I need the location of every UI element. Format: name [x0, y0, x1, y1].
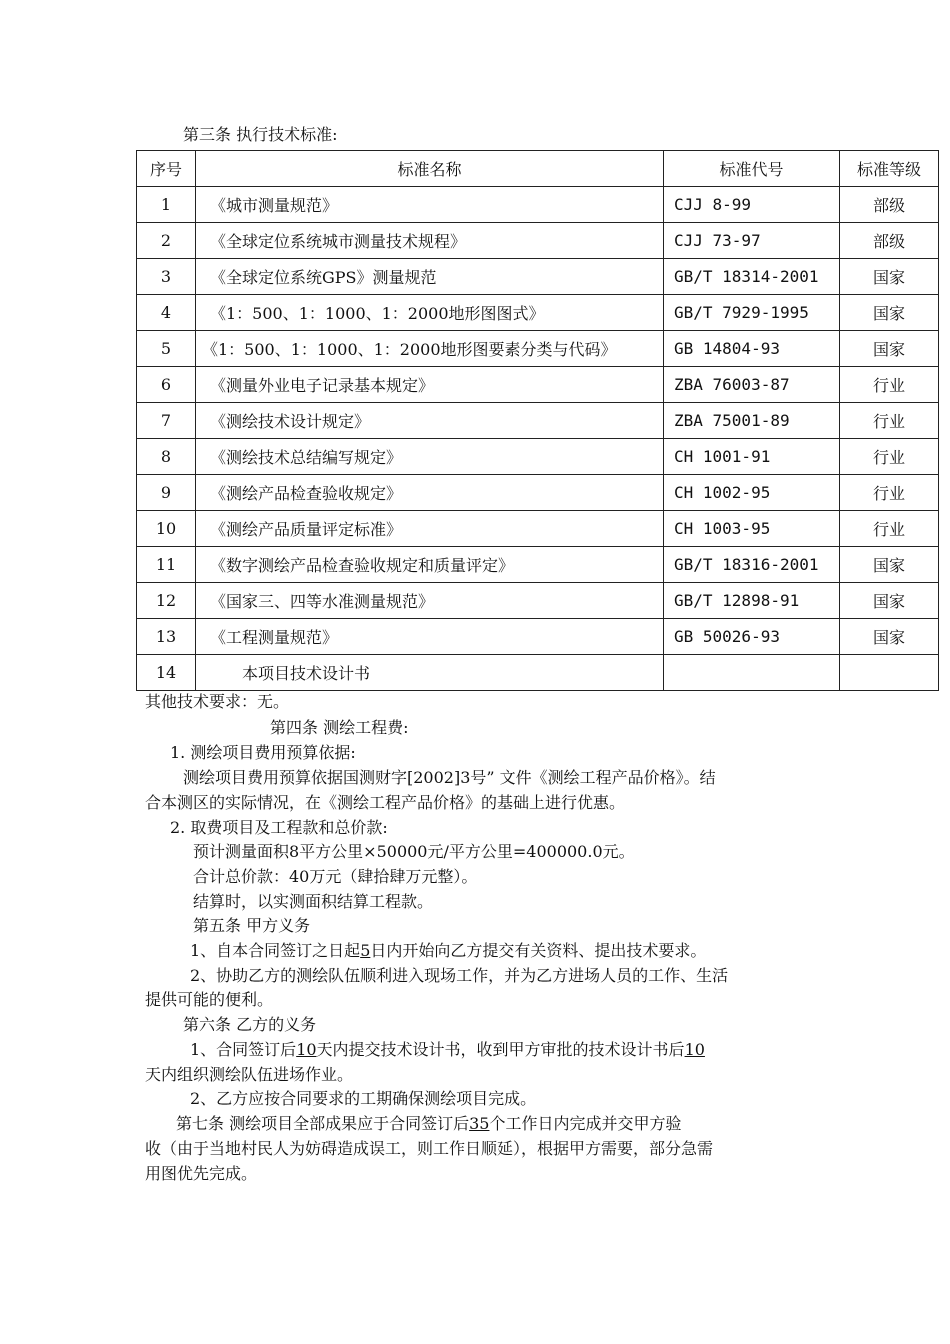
workdays-number: 35: [469, 1114, 490, 1133]
cell-name: 《测量外业电子记录基本规定》: [196, 367, 664, 403]
standards-table: [136, 150, 939, 691]
text: 第七条 测绘项目全部成果应于合同签订后: [176, 1114, 470, 1133]
cell-level: 行业: [840, 475, 939, 511]
table-row: [137, 583, 939, 619]
days-number: 5: [360, 941, 371, 960]
cell-serial: 8: [137, 439, 196, 475]
cell-name: 本项目技术设计书: [196, 655, 664, 691]
days-number: 10: [684, 1040, 705, 1059]
cell-level: 国家: [840, 619, 939, 655]
article-6-heading: 第六条 乙方的义务: [183, 1015, 317, 1034]
text: 日内开始向乙方提交有关资料、提出技术要求。: [370, 941, 707, 960]
cell-serial: 12: [137, 583, 196, 619]
header-standard-code: 标准代号: [664, 151, 840, 187]
days-number: 10: [296, 1040, 317, 1059]
cell-level: 行业: [840, 439, 939, 475]
cell-serial: 5: [137, 331, 196, 367]
table-row: [137, 439, 939, 475]
text: 天内提交技术设计书，收到甲方审批的技术设计书后: [316, 1040, 685, 1059]
article-5-para-1: [190, 939, 706, 963]
article-4-heading: 第四条 测绘工程费:: [270, 718, 409, 737]
cell-serial: 13: [137, 619, 196, 655]
article-5-para-2-cont: 提供可能的便利。: [145, 990, 274, 1009]
cell-level: 行业: [840, 403, 939, 439]
cell-code: CJJ 73-97: [664, 223, 840, 259]
article-5-heading: 第五条 甲方义务: [193, 916, 311, 935]
item-2-line-3: 结算时，以实测面积结算工程款。: [193, 892, 434, 911]
cell-serial: 4: [137, 295, 196, 331]
cell-code: ZBA 76003-87: [664, 367, 840, 403]
cell-code: CJJ 8-99: [664, 187, 840, 223]
cell-code: GB/T 7929-1995: [664, 295, 840, 331]
text: 1、自本合同签订之日起: [190, 941, 361, 960]
header-serial: 序号: [137, 151, 196, 187]
table-row: [137, 223, 939, 259]
table-row: [137, 475, 939, 511]
item-1-text-cont: 合本测区的实际情况，在《测绘工程产品价格》的基础上进行优惠。: [145, 793, 626, 812]
cell-level: 国家: [840, 259, 939, 295]
article-5-para-2: 2、协助乙方的测绘队伍顺利进入现场工作，并为乙方进场人员的工作、生活: [190, 966, 729, 985]
cell-level: 国家: [840, 583, 939, 619]
table-row: [137, 403, 939, 439]
cell-name: 《全球定位系统GPS》测量规范: [196, 259, 664, 295]
cell-serial: 1: [137, 187, 196, 223]
cell-name: 《工程测量规范》: [196, 619, 664, 655]
cell-name: 《1：500、1：1000、1：2000地形图要素分类与代码》: [196, 331, 664, 367]
table-row: [137, 511, 939, 547]
header-standard-level: 标准等级: [840, 151, 939, 187]
cell-level: [840, 655, 939, 691]
cell-code: GB 50026-93: [664, 619, 840, 655]
cell-name: 《测绘产品检查验收规定》: [196, 475, 664, 511]
cell-serial: 2: [137, 223, 196, 259]
cell-serial: 10: [137, 511, 196, 547]
cell-code: ZBA 75001-89: [664, 403, 840, 439]
cell-code: CH 1002-95: [664, 475, 840, 511]
article-6-para-2: 2、乙方应按合同要求的工期确保测绘项目完成。: [190, 1089, 537, 1108]
article-7-para-end: 用图优先完成。: [145, 1164, 258, 1183]
table-header-row: [137, 151, 939, 187]
cell-code: CH 1001-91: [664, 439, 840, 475]
cell-code: GB/T 12898-91: [664, 583, 840, 619]
item-1-heading: 1. 测绘项目费用预算依据:: [170, 743, 356, 762]
text: 1、合同签订后: [190, 1040, 297, 1059]
text: 个工作日内完成并交甲方验: [489, 1114, 682, 1133]
cell-serial: 14: [137, 655, 196, 691]
cell-code: CH 1003-95: [664, 511, 840, 547]
cell-level: 行业: [840, 367, 939, 403]
article-6-para-1-cont: 天内组织测绘队伍进场作业。: [145, 1065, 354, 1084]
table-row: [137, 187, 939, 223]
cell-level: 国家: [840, 295, 939, 331]
cell-name: 《测绘产品质量评定标准》: [196, 511, 664, 547]
cell-code: GB 14804-93: [664, 331, 840, 367]
article-3-heading: 第三条 执行技术标准:: [183, 125, 338, 144]
cell-name: 《数字测绘产品检查验收规定和质量评定》: [196, 547, 664, 583]
cell-code: GB/T 18316-2001: [664, 547, 840, 583]
item-2-heading: 2. 取费项目及工程款和总价款:: [170, 818, 388, 837]
cell-name: 《1：500、1：1000、1：2000地形图图式》: [196, 295, 664, 331]
article-7-para-cont: 收（由于当地村民人为妨碍造成误工，则工作日顺延），根据甲方需要，部分急需: [145, 1139, 714, 1158]
header-standard-name: 标准名称: [196, 151, 664, 187]
table-row: [137, 259, 939, 295]
table-row: [137, 367, 939, 403]
cell-serial: 6: [137, 367, 196, 403]
item-1-text: 测绘项目费用预算依据国测财字[2002]3号” 文件《测绘工程产品价格》。结: [183, 768, 716, 787]
cell-level: 国家: [840, 547, 939, 583]
cell-name: 《城市测量规范》: [196, 187, 664, 223]
table-row: [137, 331, 939, 367]
cell-level: 部级: [840, 223, 939, 259]
cell-serial: 11: [137, 547, 196, 583]
item-2-line-2: 合计总价款：40万元（肆拾肆万元整）。: [193, 867, 478, 886]
article-7-para: [176, 1112, 681, 1136]
table-row: [137, 295, 939, 331]
cell-name: 《测绘技术总结编写规定》: [196, 439, 664, 475]
cell-serial: 9: [137, 475, 196, 511]
article-6-para-1: [190, 1038, 705, 1062]
cell-serial: 7: [137, 403, 196, 439]
cell-name: 《国家三、四等水准测量规范》: [196, 583, 664, 619]
item-2-line-1: 预计测量面积8平方公里×50000元/平方公里=400000.0元。: [193, 842, 635, 861]
cell-level: 部级: [840, 187, 939, 223]
table-row: [137, 619, 939, 655]
cell-code: [664, 655, 840, 691]
cell-name: 《全球定位系统城市测量技术规程》: [196, 223, 664, 259]
cell-level: 国家: [840, 331, 939, 367]
table-row: [137, 655, 939, 691]
cell-code: GB/T 18314-2001: [664, 259, 840, 295]
table-row: [137, 547, 939, 583]
cell-level: 行业: [840, 511, 939, 547]
cell-serial: 3: [137, 259, 196, 295]
cell-name: 《测绘技术设计规定》: [196, 403, 664, 439]
other-requirements: 其他技术要求：无。: [145, 692, 290, 711]
